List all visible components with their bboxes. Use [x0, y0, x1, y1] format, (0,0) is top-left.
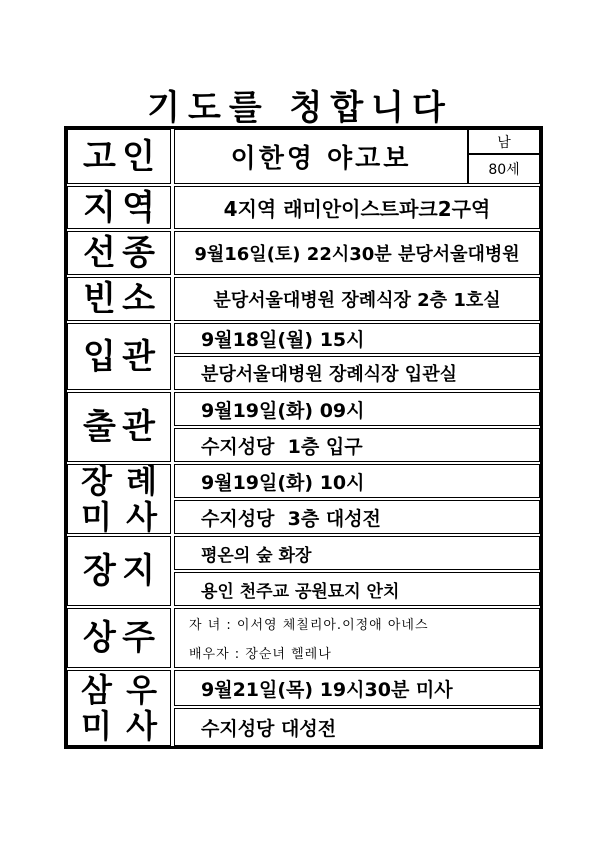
label-burial: 장 지 — [83, 551, 155, 591]
mortuary-value: 분당서울대병원 장례식장 2층 1호실 — [174, 277, 540, 321]
departure-place: 수지성당 1층 입구 — [174, 428, 540, 462]
label-district: 지 역 — [83, 187, 155, 228]
label-deceased: 고 인 — [83, 136, 155, 177]
label-departure: 출 관 — [83, 407, 155, 447]
deceased-age: 80세 — [468, 154, 540, 184]
burial-place: 용인 천주교 공원묘지 안치 — [174, 572, 540, 606]
death-value: 9월16일(토) 22시30분 분당서울대병원 — [174, 231, 540, 275]
departure-time: 9월19일(화) 09시 — [174, 392, 540, 426]
funeral-mass-place: 수지성당 3층 대성전 — [174, 500, 540, 534]
label-funeral-mass: 장 례 미 사 — [81, 462, 157, 536]
label-mourners: 상 주 — [83, 618, 155, 658]
third-day-mass-place: 수지성당 대성전 — [174, 708, 540, 746]
encoffin-place: 분당서울대병원 장례식장 입관실 — [174, 356, 540, 390]
label-third-day-mass: 삼 우 미 사 — [81, 671, 157, 745]
encoffin-time: 9월18일(월) 15시 — [174, 323, 540, 354]
label-death: 선 종 — [83, 233, 155, 273]
funeral-mass-time: 9월19일(화) 10시 — [174, 464, 540, 498]
label-mortuary: 빈 소 — [83, 279, 155, 319]
deceased-gender: 남 — [468, 129, 540, 154]
district-value: 4지역 래미안이스트파크2구역 — [174, 186, 540, 229]
mourners-spouse: 배우자 : 장순녀 헬레나 — [174, 638, 540, 668]
third-day-mass-time: 9월21일(목) 19시30분 미사 — [174, 670, 540, 706]
burial-method: 평온의 숲 화장 — [174, 536, 540, 570]
label-encoffin: 입 관 — [83, 336, 155, 377]
mourners-children: 자 녀 : 이서영 체칠리아.이정애 아네스 — [174, 608, 540, 638]
deceased-name: 이한영 야고보 — [174, 129, 468, 184]
page-title: 기도를 청합니다 — [147, 88, 453, 128]
